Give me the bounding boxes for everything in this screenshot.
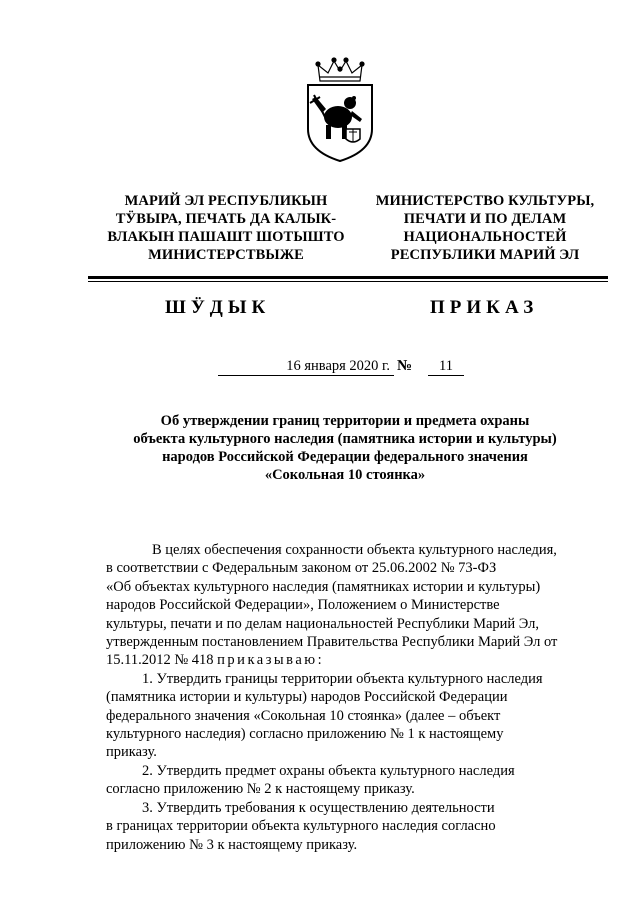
body-line: приложению № 3 к настоящему приказу. <box>106 836 358 853</box>
header-right-block <box>360 192 610 264</box>
header-right-line: РЕСПУБЛИКИ МАРИЙ ЭЛ <box>390 247 580 263</box>
body-line: приказу. <box>106 744 157 761</box>
body-line: народов Российской Федерации», Положением о Министерстве <box>106 597 500 614</box>
body-line: в границах территории объекта культурного наследия согласно <box>106 818 496 835</box>
doc-type-russian: ПРИКАЗ <box>430 297 539 318</box>
order-subject <box>120 412 570 484</box>
body-line: (памятника истории и культуры) народов Российской Федерации <box>106 689 508 706</box>
body-line: 3. Утвердить требования к осуществлению деятельности <box>142 799 495 816</box>
order-number: 11 <box>428 358 464 376</box>
header-left-line: ТӰВЫРА, ПЕЧАТЬ ДА КАЛЫК- <box>115 211 337 227</box>
header-left-block <box>96 192 356 264</box>
header-divider-thick <box>88 276 608 279</box>
header-left-line: ВЛАКЫН ПАШАШТ ШОТЫШТО <box>107 229 345 245</box>
subject-line: Об утверждении границ территории и предмета охраны <box>160 413 530 429</box>
header-divider-thin <box>88 281 608 282</box>
header-left-line: МИНИСТЕРСТВЫЖЕ <box>148 247 304 263</box>
body-line: согласно приложению № 2 к настоящему приказу. <box>106 781 415 798</box>
body-line: культуры, печати и по делам национальностей Республики Марий Эл, <box>106 615 540 632</box>
order-verb: приказываю: <box>217 652 325 669</box>
body-line: утвержденным постановлением Правительства Республики Марий Эл от <box>106 634 558 651</box>
body-line: «Об объектах культурного наследия (памятниках истории и культуры) <box>106 578 541 595</box>
header-right-line: НАЦИОНАЛЬНОСТЕЙ <box>403 229 567 245</box>
body-line <box>106 651 578 669</box>
decree-reference: 15.11.2012 № 418 <box>106 652 214 669</box>
body-line: 2. Утвердить предмет охраны объекта культурного наследия <box>142 762 515 779</box>
header-right-line: МИНИСТЕРСТВО КУЛЬТУРЫ, <box>375 193 595 209</box>
body-line: культурного наследия) согласно приложению № 1 к настоящему <box>106 726 504 743</box>
subject-line: народов Российской Федерации федерального значения <box>162 449 528 465</box>
body-line: федерального значения «Сокольная 10 стоянка» (далее – объект <box>106 707 501 724</box>
body-line: в соответствии с Федеральным законом от 25.06.2002 № 73-ФЗ <box>106 560 497 577</box>
header-right-line: ПЕЧАТИ И ПО ДЕЛАМ <box>403 211 567 227</box>
number-sign: № <box>397 358 413 374</box>
order-date: 16 января 2020 г. <box>218 358 394 376</box>
order-body <box>106 541 578 854</box>
subject-line: «Сокольная 10 стоянка» <box>264 467 426 483</box>
subject-line: объекта культурного наследия (памятника истории и культуры) <box>133 431 557 447</box>
doc-type-mari: ШӰДЫК <box>165 297 271 318</box>
header-left-line: МАРИЙ ЭЛ РЕСПУБЛИКЫН <box>124 193 328 209</box>
body-line: В целях обеспечения сохранности объекта культурного наследия, <box>152 542 557 558</box>
coat-of-arms-emblem <box>300 55 380 165</box>
body-line: 1. Утвердить границы территории объекта культурного наследия <box>142 670 543 687</box>
